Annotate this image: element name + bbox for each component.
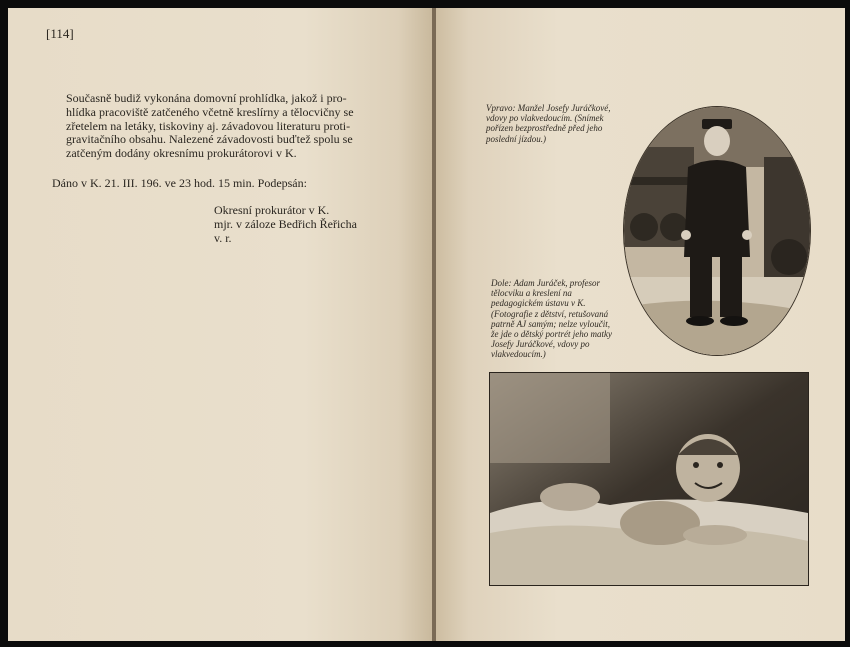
signature-block bbox=[214, 204, 357, 245]
caption-bottom bbox=[491, 278, 636, 360]
signature-line: Okresní prokurátor v K. bbox=[214, 203, 330, 217]
caption-line: vlakvedoucím.) bbox=[491, 349, 546, 360]
caption-line: tělocviku a kreslení na bbox=[491, 288, 572, 299]
page-number: [114] bbox=[46, 26, 74, 41]
caption-line: pořízen bezprostředně před jeho bbox=[486, 123, 603, 134]
caption-line: patrně AJ samým; nelze vyloučit, bbox=[491, 318, 611, 329]
warrant-paragraph bbox=[52, 92, 374, 161]
baby-photo bbox=[489, 372, 809, 586]
signature-line: v. r. bbox=[214, 230, 232, 245]
warrant-line: Současně budiž vykonána domovní prohlídka, jakož i pro- bbox=[66, 91, 347, 105]
signature-line: mjr. v záloze Bedřich Řeřicha bbox=[214, 216, 357, 231]
caption-line: Dole: Adam Juráček, profesor bbox=[491, 278, 600, 288]
caption-line: že jde o dětský portrét jeho matky bbox=[491, 329, 612, 340]
caption-line: Vpravo: Manžel Josefy Juráčkové, bbox=[486, 103, 611, 113]
warrant-line: hlídka pracoviště zatčeného včetně kreslírny a tělocvičny se bbox=[66, 104, 354, 119]
caption-line: (Fotografie z dětství, retušovaná bbox=[491, 308, 609, 319]
warrant-line: gravitačního obsahu. Nalezené závadovosti buďtež spolu se bbox=[66, 132, 353, 147]
baby-on-fur-image bbox=[490, 373, 808, 585]
caption-line: vdovy po vlakvedoucím. (Snímek bbox=[486, 113, 604, 124]
oval-portrait-photo bbox=[623, 106, 811, 356]
caption-line: pedagogickém ústavu v K. bbox=[491, 298, 586, 309]
warrant-line: zřetelem na letáky, tiskoviny aj. závadovou literaturu proti- bbox=[66, 118, 351, 133]
caption-line: Josefy Juráčkové, vdovy po bbox=[491, 339, 590, 350]
dated-line: Dáno v K. 21. III. 196. ve 23 hod. 15 min. Podepsán: bbox=[52, 176, 307, 190]
caption-top bbox=[486, 103, 626, 144]
warrant-line: zatčeným dodány okresnímu prokurátorovi v K. bbox=[66, 146, 297, 161]
caption-line: poslední jízdou.) bbox=[486, 133, 546, 144]
man-in-uniform-image bbox=[624, 107, 810, 355]
